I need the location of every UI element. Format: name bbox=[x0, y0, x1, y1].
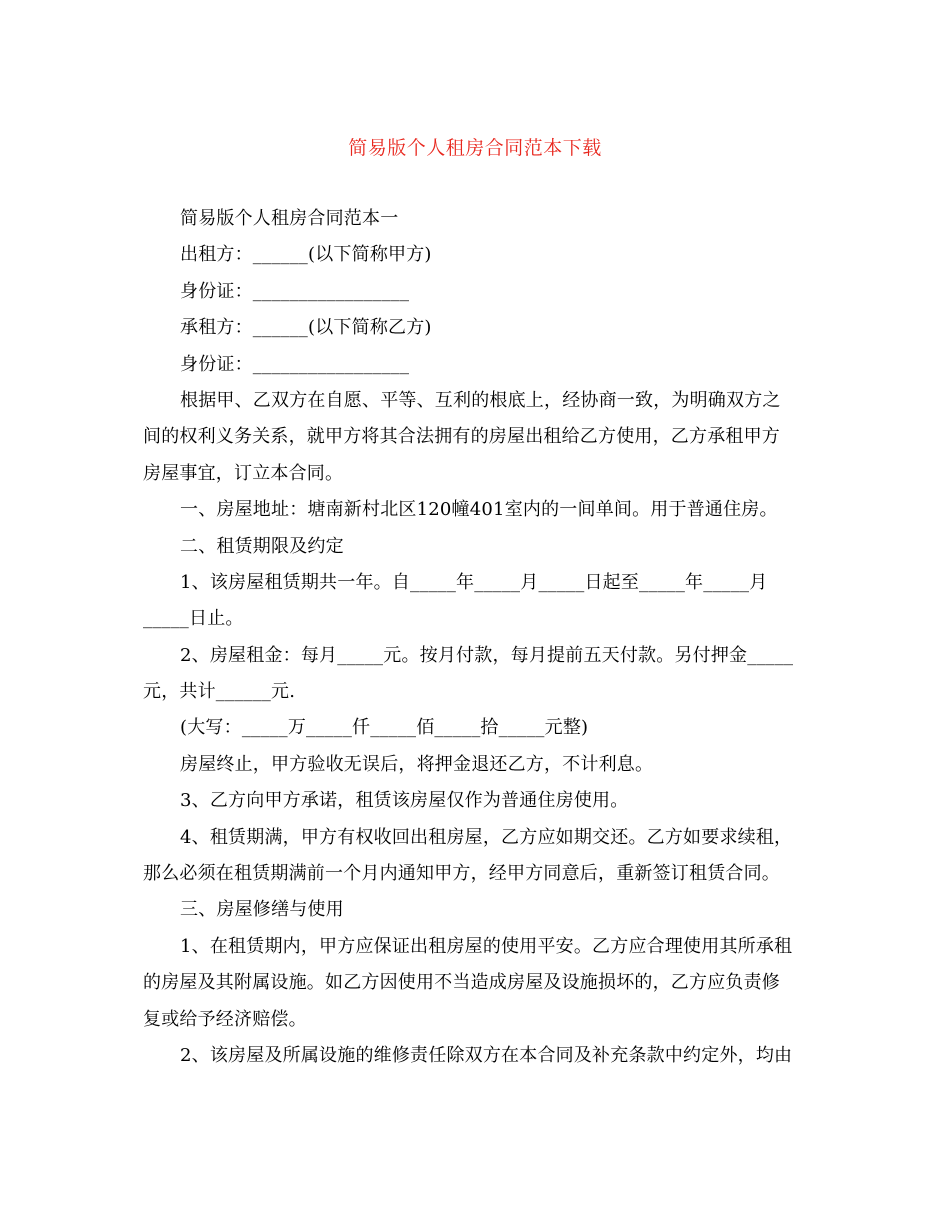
text-line: 2、该房屋及所属设施的维修责任除双方在本合同及补充条款中约定外，均由 bbox=[180, 1044, 793, 1066]
text-line: 出租方：______(以下简称甲方) bbox=[180, 244, 432, 266]
text-line: 3、乙方向甲方承诺，租赁该房屋仅作为普通住房使用。 bbox=[180, 790, 629, 812]
text-line: 1、该房屋租赁期共一年。自_____年_____月_____日起至_____年_____月 bbox=[180, 571, 768, 593]
document-title: 简易版个人租房合同范本下载 bbox=[348, 137, 602, 159]
text-line: 一、房屋地址：塘南新村北区120幢401室内的一间单间。用于普通住房。 bbox=[180, 499, 778, 521]
text-line: 那么必须在租赁期满前一个月内通知甲方，经甲方同意后，重新签订租赁合同。 bbox=[143, 863, 780, 885]
text-line: 身份证：_________________ bbox=[180, 280, 410, 302]
text-line: 间的权利义务关系，就甲方将其合法拥有的房屋出租给乙方使用，乙方承租甲方 bbox=[143, 426, 780, 448]
text-line: 房屋终止，甲方验收无误后，将押金退还乙方，不计利息。 bbox=[180, 753, 654, 775]
document-body bbox=[143, 201, 805, 1074]
text-line: 根据甲、乙双方在自愿、平等、互利的根底上，经协商一致，为明确双方之 bbox=[180, 389, 781, 411]
text-line: 身份证：_________________ bbox=[180, 353, 410, 375]
text-line: 元，共计______元. bbox=[143, 681, 296, 703]
text-line: 2、房屋租金：每月_____元。按月付款，每月提前五天付款。另付押金_____ bbox=[180, 644, 794, 666]
text-line: 的房屋及其附属设施。如乙方因使用不当造成房屋及设施损坏的，乙方应负责修 bbox=[143, 972, 780, 994]
text-line: 1、在租赁期内，甲方应保证出租房屋的使用平安。乙方应合理使用其所承租 bbox=[180, 935, 793, 957]
text-line: 房屋事宜，订立本合同。 bbox=[143, 462, 344, 484]
text-line: 承租方：______(以下简称乙方) bbox=[180, 317, 432, 339]
text-line: 4、租赁期满，甲方有权收回出租房屋，乙方应如期交还。乙方如要求续租， bbox=[180, 826, 793, 848]
text-line: 简易版个人租房合同范本一 bbox=[180, 208, 399, 229]
text-line: 复或给予经济赔偿。 bbox=[143, 1008, 307, 1030]
text-line: 三、房屋修缮与使用 bbox=[180, 899, 344, 921]
text-line: _____日止。 bbox=[143, 608, 244, 630]
text-line: 二、租赁期限及约定 bbox=[180, 535, 344, 557]
text-line: (大写：_____万_____仟_____佰_____拾_____元整) bbox=[180, 717, 589, 739]
